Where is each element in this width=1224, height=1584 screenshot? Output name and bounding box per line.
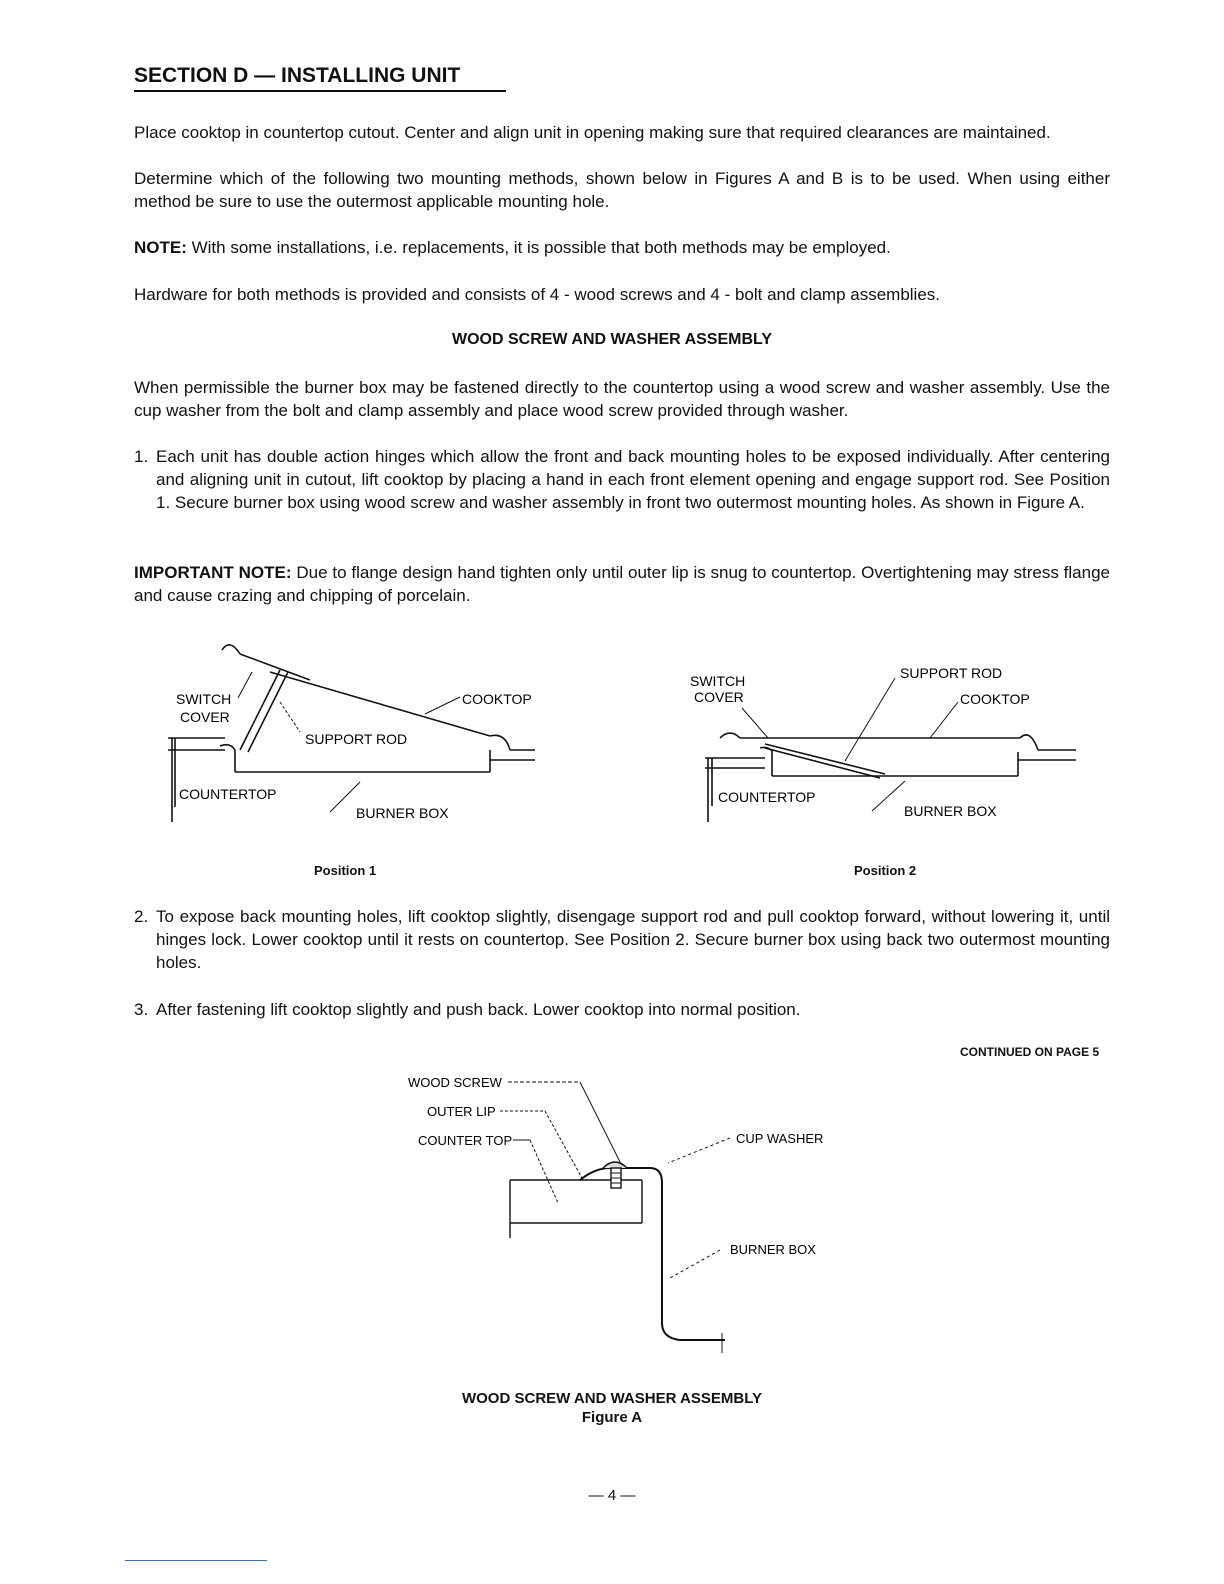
label-cup-washer: CUP WASHER xyxy=(736,1131,824,1146)
position-1-caption: Position 1 xyxy=(314,863,377,878)
paragraph-mounting-methods: Determine which of the following two mounting methods, shown below in Figures A and B is to be used. When using either method be sure to use the outermost applicable mounting hole. xyxy=(134,169,1110,211)
support-rod-line-2 xyxy=(765,748,880,778)
support-rod-line-1 xyxy=(240,670,280,750)
paragraph-note xyxy=(134,236,1110,259)
label-countertop: COUNTERTOP xyxy=(718,789,816,805)
wood-screw-leader-diag xyxy=(580,1082,622,1166)
switch-cover-shape xyxy=(720,733,740,738)
label-outer-lip: OUTER LIP xyxy=(427,1104,496,1119)
cooktop-surface xyxy=(270,672,490,736)
label-burner-box: BURNER BOX xyxy=(356,805,449,821)
step-1 xyxy=(134,445,1110,514)
label-support-rod: SUPPORT ROD xyxy=(900,665,1003,681)
step-text: Each unit has double action hinges which allow the front and back mounting holes to be exposed individually. After centering and aligning unit in cutout, lift cooktop by placing a hand in each front element opening and engage support rod. See Position 1. Secure burner box using wood screw and washer assembly in front two outermost mounting holes. As shown in Figure A. xyxy=(156,447,1110,512)
position-2-diagram xyxy=(680,656,1080,831)
label-cover: COVER xyxy=(694,689,744,705)
figure-a-subtitle: Figure A xyxy=(581,1409,643,1426)
label-cooktop: COOKTOP xyxy=(960,691,1030,707)
burner-box-left xyxy=(220,745,235,772)
step-text: After fastening lift cooktop slightly and push back. Lower cooktop into normal position. xyxy=(156,1000,801,1019)
support-rod-line-2 xyxy=(248,672,288,752)
label-wood-screw: WOOD SCREW xyxy=(408,1075,502,1090)
paragraph-placement: Place cooktop in countertop cutout. Center and align unit in opening making sure that required clearances are maintained. xyxy=(134,123,1051,142)
important-note-text: Due to flange design hand tighten only until outer lip is snug to countertop. Overtightening may stress flange and cause crazing and chipping of porcelain. xyxy=(134,563,1110,605)
cup-washer-leader xyxy=(668,1138,730,1163)
cooktop-front-lip xyxy=(490,735,510,750)
step-2 xyxy=(134,905,1110,974)
support-rod-line-1 xyxy=(765,744,885,774)
important-note xyxy=(134,561,1110,607)
step-text: To expose back mounting holes, lift cooktop slightly, disengage support rod and pull cooktop forward, without lowering it, until hinges lock. Lower cooktop until it rests on countertop. See Position 2. Secure burner box using back two outermost mounting holes. xyxy=(156,907,1110,972)
label-switch: SWITCH xyxy=(690,673,746,689)
page-number: — 4 — xyxy=(588,1487,636,1504)
continued-note: CONTINUED ON PAGE 5 xyxy=(960,1045,1100,1059)
cooktop-front-lip xyxy=(1020,735,1038,750)
position-1-diagram xyxy=(160,632,550,832)
step-number: 3. xyxy=(134,1000,149,1019)
switch-leader xyxy=(742,708,768,738)
label-countertop: COUNTERTOP xyxy=(179,786,277,802)
burner-box-left xyxy=(760,747,772,776)
note-text: With some installations, i.e. replacements, it is possible that both methods may be employed. xyxy=(186,238,891,257)
cup-washer-shape xyxy=(603,1162,627,1168)
step-number: 2. xyxy=(134,907,149,926)
bottom-rule xyxy=(125,1560,267,1561)
cooktop-leader xyxy=(930,702,958,738)
label-burner-box: BURNER BOX xyxy=(904,803,997,819)
position-2-caption: Position 2 xyxy=(854,863,917,878)
cooktop-leader xyxy=(425,697,460,714)
label-cover: COVER xyxy=(180,709,230,725)
label-burner-box: BURNER BOX xyxy=(730,1242,816,1257)
support-rod-leader xyxy=(845,678,895,761)
step-number: 1. xyxy=(134,447,149,466)
figure-a-title: WOOD SCREW AND WASHER ASSEMBLY xyxy=(461,1390,762,1407)
paragraph-wood-screw: When permissible the burner box may be fastened directly to the countertop using a wood screw and washer assembly. Use the cup washer from the bolt and clamp assembly and place wood screw provided through washer. xyxy=(134,378,1110,420)
switch-leader xyxy=(238,672,252,698)
label-switch: SWITCH xyxy=(176,691,232,707)
burner-box-leader xyxy=(670,1250,720,1278)
cooktop-top-edge xyxy=(240,654,310,680)
step-3 xyxy=(134,998,1110,1021)
note-label: NOTE: xyxy=(134,238,187,257)
subsection-title: WOOD SCREW AND WASHER ASSEMBLY xyxy=(451,331,772,348)
label-counter-top: COUNTER TOP xyxy=(418,1133,513,1148)
burner-box-flange xyxy=(580,1168,725,1340)
paragraph-hardware: Hardware for both methods is provided and consists of 4 - wood screws and 4 - bolt and clamp assemblies. xyxy=(134,285,941,304)
burner-box-leader xyxy=(872,781,905,811)
label-support-rod: SUPPORT ROD xyxy=(305,731,408,747)
important-note-label: IMPORTANT NOTE: xyxy=(134,563,292,582)
figure-a-diagram xyxy=(400,1068,840,1358)
switch-cover-shape xyxy=(222,645,240,654)
outer-lip-leader-diag xyxy=(545,1111,582,1178)
label-cooktop: COOKTOP xyxy=(462,691,532,707)
support-rod-leader xyxy=(280,702,300,732)
section-heading: SECTION D — INSTALLING UNIT xyxy=(134,64,506,92)
counter-top-leader-diag xyxy=(530,1140,558,1203)
